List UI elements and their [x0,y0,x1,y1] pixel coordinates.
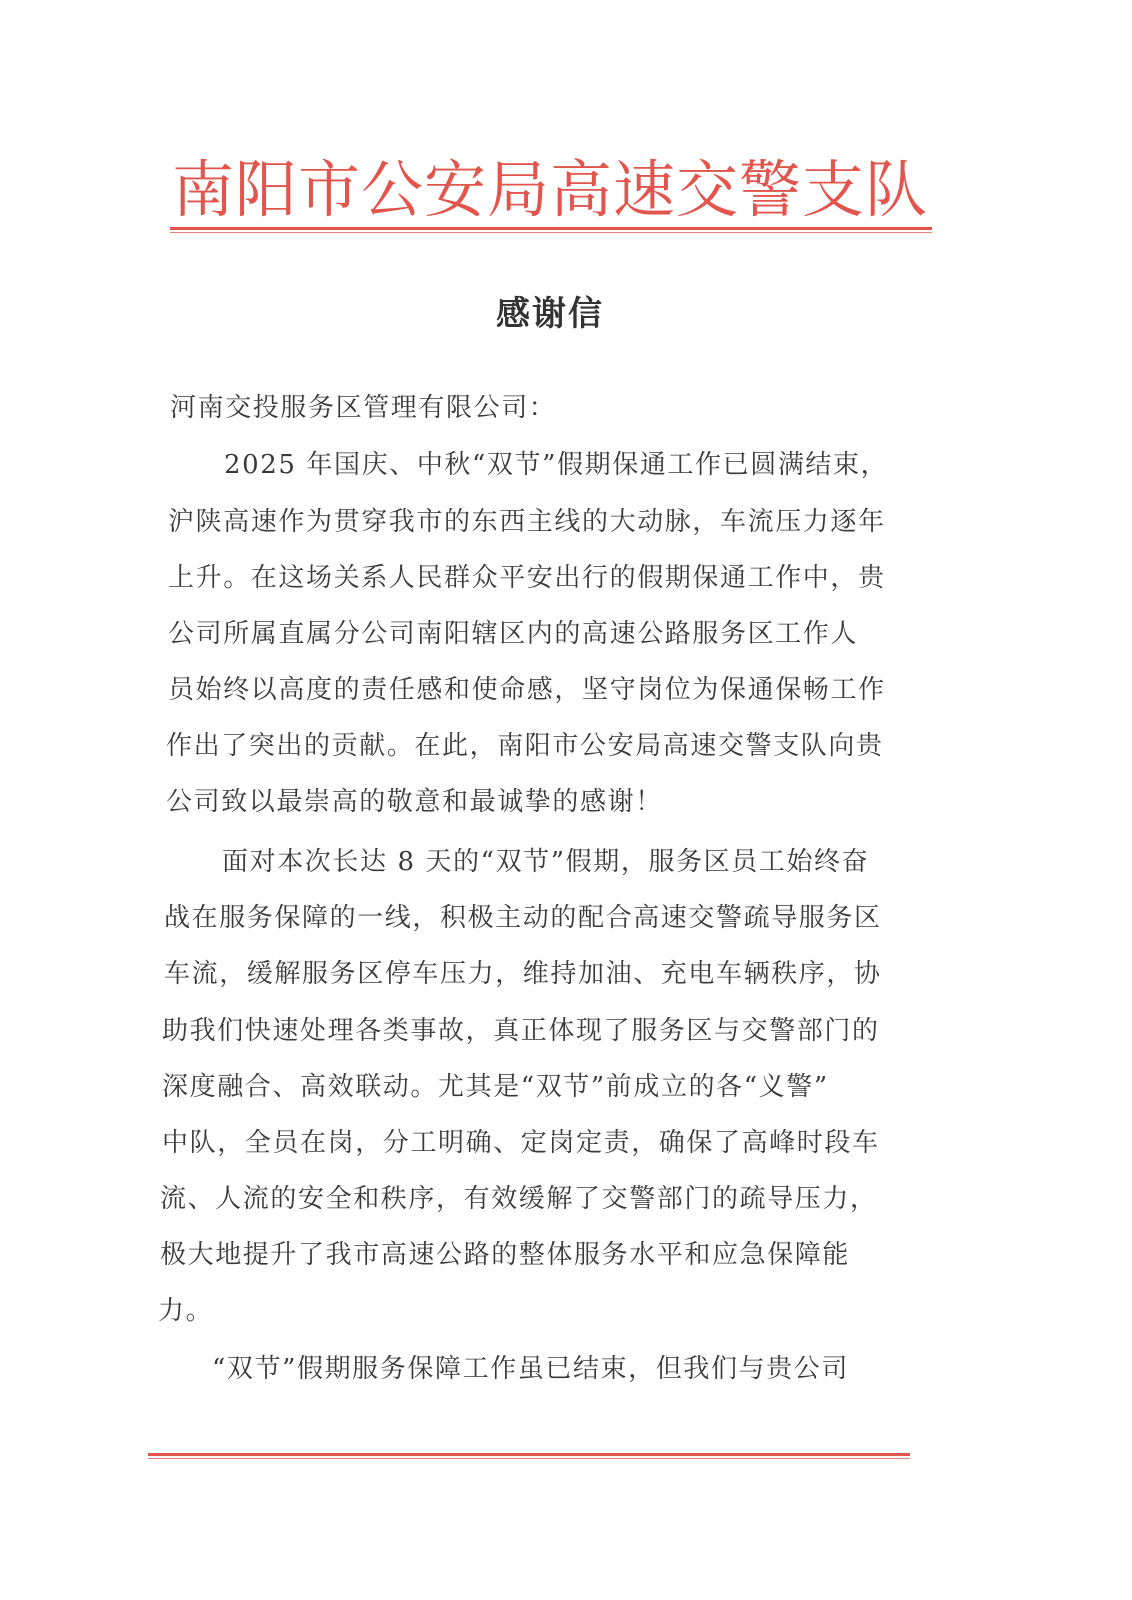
letterhead-divider [170,227,932,230]
body-line: 深度融合、高效联动。尤其是“双节”前成立的各“义警” [162,1072,829,1102]
footer-divider [148,1453,910,1456]
body-line: 上升。在这场关系人民群众平安出行的假期保通工作中，贵 [168,563,886,593]
letterhead-organization: 南阳市公安局高速交警支队 [171,153,928,226]
body-line: 力。 [158,1296,214,1326]
letterhead-divider-thin [170,232,932,233]
body-line: 公司致以最崇高的敬意和最诚挚的感谢！ [166,787,663,817]
footer-divider-thin [148,1458,910,1459]
body-line: 公司所属直属分公司南阳辖区内的高速公路服务区工作人 [168,619,859,649]
body-line: 极大地提升了我市高速公路的整体服务水平和应急保障能 [160,1240,851,1270]
body-line: 员始终以高度的责任感和使命感，坚守岗位为保通保畅工作 [168,675,886,705]
salutation: 河南交投服务区管理有限公司： [170,393,557,423]
letter-title: 感谢信 [496,294,604,334]
body-line: 助我们快速处理各类事故，真正体现了服务区与交警部门的 [162,1016,880,1046]
body-line: 作出了突出的贡献。在此，南阳市公安局高速交警支队向贵 [166,731,884,761]
body-line: 车流，缓解服务区停车压力，维持加油、充电车辆秩序，协 [164,959,882,989]
body-line: 中队，全员在岗，分工明确、定岗定责，确保了高峰时段车 [162,1128,880,1158]
body-line: 流、人流的安全和秩序，有效缓解了交警部门的疏导压力， [160,1184,878,1214]
body-line: 2025 年国庆、中秋“双节”假期保通工作已圆满结束， [224,450,889,480]
body-line: 面对本次长达 8 天的“双节”假期，服务区员工始终奋 [222,847,870,877]
body-line: 沪陕高速作为贯穿我市的东西主线的大动脉，车流压力逐年 [168,507,886,537]
body-line: “双节”假期服务保障工作虽已结束，但我们与贵公司 [212,1354,849,1384]
body-line: 战在服务保障的一线，积极主动的配合高速交警疏导服务区 [164,903,882,933]
